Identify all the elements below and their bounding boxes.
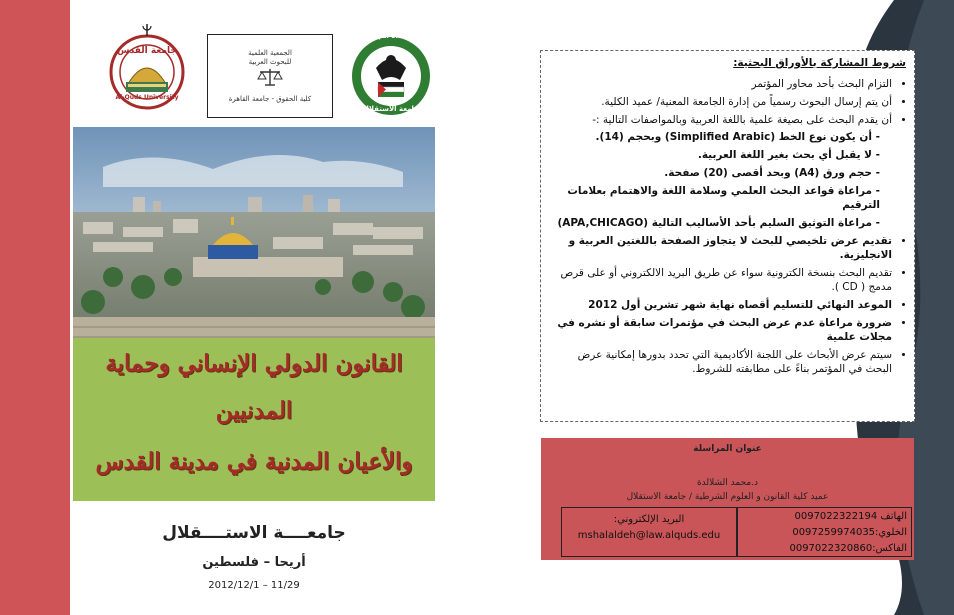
- condition-item: • الموعد النهائي للتسليم أقصاه نهاية شهر تشرين أول 2012: [549, 298, 892, 312]
- cover-panel: [0, 0, 437, 615]
- format-specs-list: [549, 130, 892, 230]
- research-association-logo: [207, 34, 333, 118]
- al-istiqlal-logo-latin: Al Istiqlal University: [356, 33, 426, 40]
- spec-item: - أن يكون نوع الخط (Simplified Arabic) وبحجم (14).: [549, 130, 880, 144]
- al-quds-logo-latin: Al-Quds University: [115, 94, 179, 101]
- condition-item: • تقديم عرض تلخيصي للبحث لا يتجاوز الصفحة باللغتين العربية و الانجليزية.: [549, 234, 892, 262]
- fax-number: الفاكس:0097022320860: [789, 543, 907, 554]
- conditions-heading: شروط المشاركة بالأوراق البحثية:: [733, 57, 906, 69]
- participation-conditions: [540, 50, 915, 422]
- assoc-line-3: كلية الحقوق - جامعة القاهرة: [228, 94, 312, 103]
- spec-item: - مراعاة التوثيق السليم بأحد الأساليب التالية (APA,CHICAGO): [549, 216, 880, 230]
- condition-item: • ضرورة مراعاة عدم عرض البحث في مؤتمرات سابقة أو نشره في مجلات علمية: [549, 316, 892, 344]
- email-box: [561, 507, 737, 557]
- red-side-bar: [0, 0, 70, 615]
- conference-dates: 2012/12/1 – 11/29: [208, 580, 300, 591]
- spec-item: - حجم ورق (A4) وبحد أقصى (20) صفحة.: [549, 166, 880, 180]
- title-line-2: المدنيين: [215, 397, 293, 424]
- condition-item-text: أن يقدم البحث على بصيغة علمية باللغة العربية وبالمواصفات التالية :-: [592, 114, 892, 126]
- condition-item: • تقديم البحث بنسخة الكترونية سواء عن طريق البريد الالكتروني أو على قرص مدمج ( CD ).: [549, 266, 892, 294]
- assoc-line-1: الجمعية العلمية: [248, 48, 292, 57]
- condition-item: [549, 113, 892, 230]
- university-name: جامعــــة الاستــــقلال: [162, 523, 346, 543]
- assoc-line-2: للبحوث العربية: [248, 57, 292, 66]
- conditions-list: [549, 77, 906, 376]
- phone-number: الهاتف 0097022322194: [794, 511, 907, 522]
- spec-item: - مراعاة قواعد البحث العلمي وسلامة اللغة والاهتمام بعلامات الترقيم: [549, 184, 880, 212]
- email-link[interactable]: mshalaldeh@law.alquds.edu: [577, 530, 721, 541]
- mobile-number: الخلوي:0097259974035: [792, 527, 907, 538]
- title-line-1: القانون الدولي الإنساني وحماية: [105, 350, 403, 377]
- contact-name: د.محمد الشلالدة: [696, 478, 759, 488]
- title-line-3: والأعيان المدنية في مدينة القدس: [95, 448, 413, 475]
- contact-department: عميد كلية القانون و العلوم الشرطية / جامعة الاستقلال: [626, 492, 829, 502]
- contact-title: عنوان المراسلة: [693, 444, 762, 454]
- condition-item: • التزام البحث بأحد محاور المؤتمر: [549, 77, 892, 91]
- location: أريحا – فلسطين: [202, 555, 306, 570]
- phone-box: [737, 507, 912, 557]
- email-label: البريد الإلكتروني:: [613, 514, 685, 525]
- jerusalem-photo: [73, 127, 435, 344]
- al-quds-university-logo: [108, 22, 186, 112]
- scales-of-justice-icon: [257, 67, 283, 87]
- spec-item: - لا يقبل أي بحث بغير اللغة العربية.: [549, 148, 880, 162]
- jerusalem-skyline-illustration: [73, 127, 435, 344]
- condition-item: • سيتم عرض الأبحاث على اللجنة الأكاديمية التي تحدد بدورها إمكانية عرض البحث في المؤتمر بناءً على مطابقته للشروط.: [549, 348, 892, 376]
- contact-box: [541, 438, 914, 560]
- al-quds-logo-arabic: جامعة القدس: [117, 46, 177, 56]
- al-istiqlal-university-logo: [350, 30, 432, 122]
- condition-item: • أن يتم إرسال البحوث رسمياً من إدارة الجامعة المعنية/ عميد الكلية.: [549, 95, 892, 109]
- al-istiqlal-logo-arabic: جامعة الاستقلال: [362, 105, 420, 113]
